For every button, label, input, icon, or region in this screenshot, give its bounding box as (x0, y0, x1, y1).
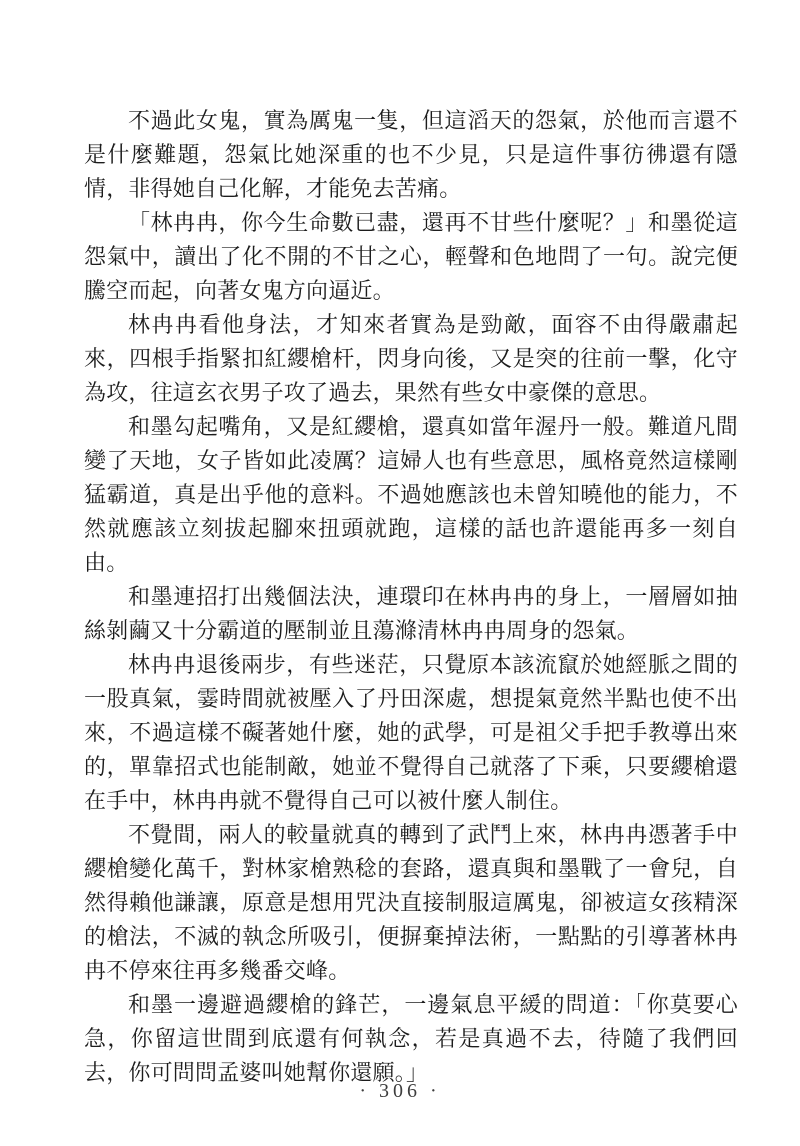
text-block (84, 104, 738, 1090)
body-paragraph: 林冉冉看他身法，才知來者實為是勁敵，面容不由得嚴肅起來，四根手指緊扣紅纓槍杆，閃身向後，又是突的往前一擊，化守為攻，往這玄衣男子攻了過去，果然有些女中豪傑的意思。 (84, 312, 738, 405)
body-paragraph: 和墨勾起嘴角，又是紅纓槍，還真如當年渥丹一般。難道凡間變了天地，女子皆如此凌厲？這婦人也有些意思，風格竟然這樣剛猛霸道，真是出乎他的意料。不過她應該也未曾知曉他的能力，不然就應該立刻拔起腳來扭頭就跑，這樣的話也許還能再多一刻自由。 (84, 414, 738, 575)
body-paragraph: 不過此女鬼，實為厲鬼一隻，但這滔天的怨氣，於他而言還不是什麼難題，怨氣比她深重的也不少見，只是這件事彷彿還有隱情，非得她自己化解，才能免去苦痛。 (84, 108, 738, 201)
body-paragraph: 「林冉冉，你今生命數已盡，還再不甘些什麼呢？」和墨從這怨氣中，讀出了化不開的不甘之心，輕聲和色地問了一句。說完便騰空而起，向著女鬼方向逼近。 (84, 210, 738, 303)
page-number: · 306 · (359, 1080, 441, 1102)
body-paragraph: 林冉冉退後兩步，有些迷茫，只覺原本該流竄於她經脈之間的一股真氣，霎時間就被壓入了丹田深處，想提氣竟然半點也使不出來，不過這樣不礙著她什麼，她的武學，可是祖父手把手教導出來的，單靠招式也能制敵，她並不覺得自己就落了下乘，只要纓槍還在手中，林冉冉就不覺得自己可以被什麼人制住。 (84, 652, 738, 813)
body-paragraph: 和墨一邊避過纓槍的鋒芒，一邊氣息平緩的問道：「你莫要心急，你留這世間到底還有何執念，若是真過不去，待隨了我們回去，你可問問孟婆叫她幫你還願。」 (84, 992, 738, 1085)
body-paragraph: 和墨連招打出幾個法決，連環印在林冉冉的身上，一層層如抽絲剝繭又十分霸道的壓制並且蕩滌清林冉冉周身的怨氣。 (84, 584, 738, 643)
body-paragraph: 不覺間，兩人的較量就真的轉到了武鬥上來，林冉冉憑著手中纓槍變化萬千，對林家槍熟稔的套路，還真與和墨戰了一會兒，自然得賴他謙讓，原意是想用咒決直接制服這厲鬼，卻被這女孩精深的槍法，不滅的執念所吸引，便摒棄掉法術，一點點的引導著林冉冉不停來往再多幾番交峰。 (84, 822, 738, 983)
